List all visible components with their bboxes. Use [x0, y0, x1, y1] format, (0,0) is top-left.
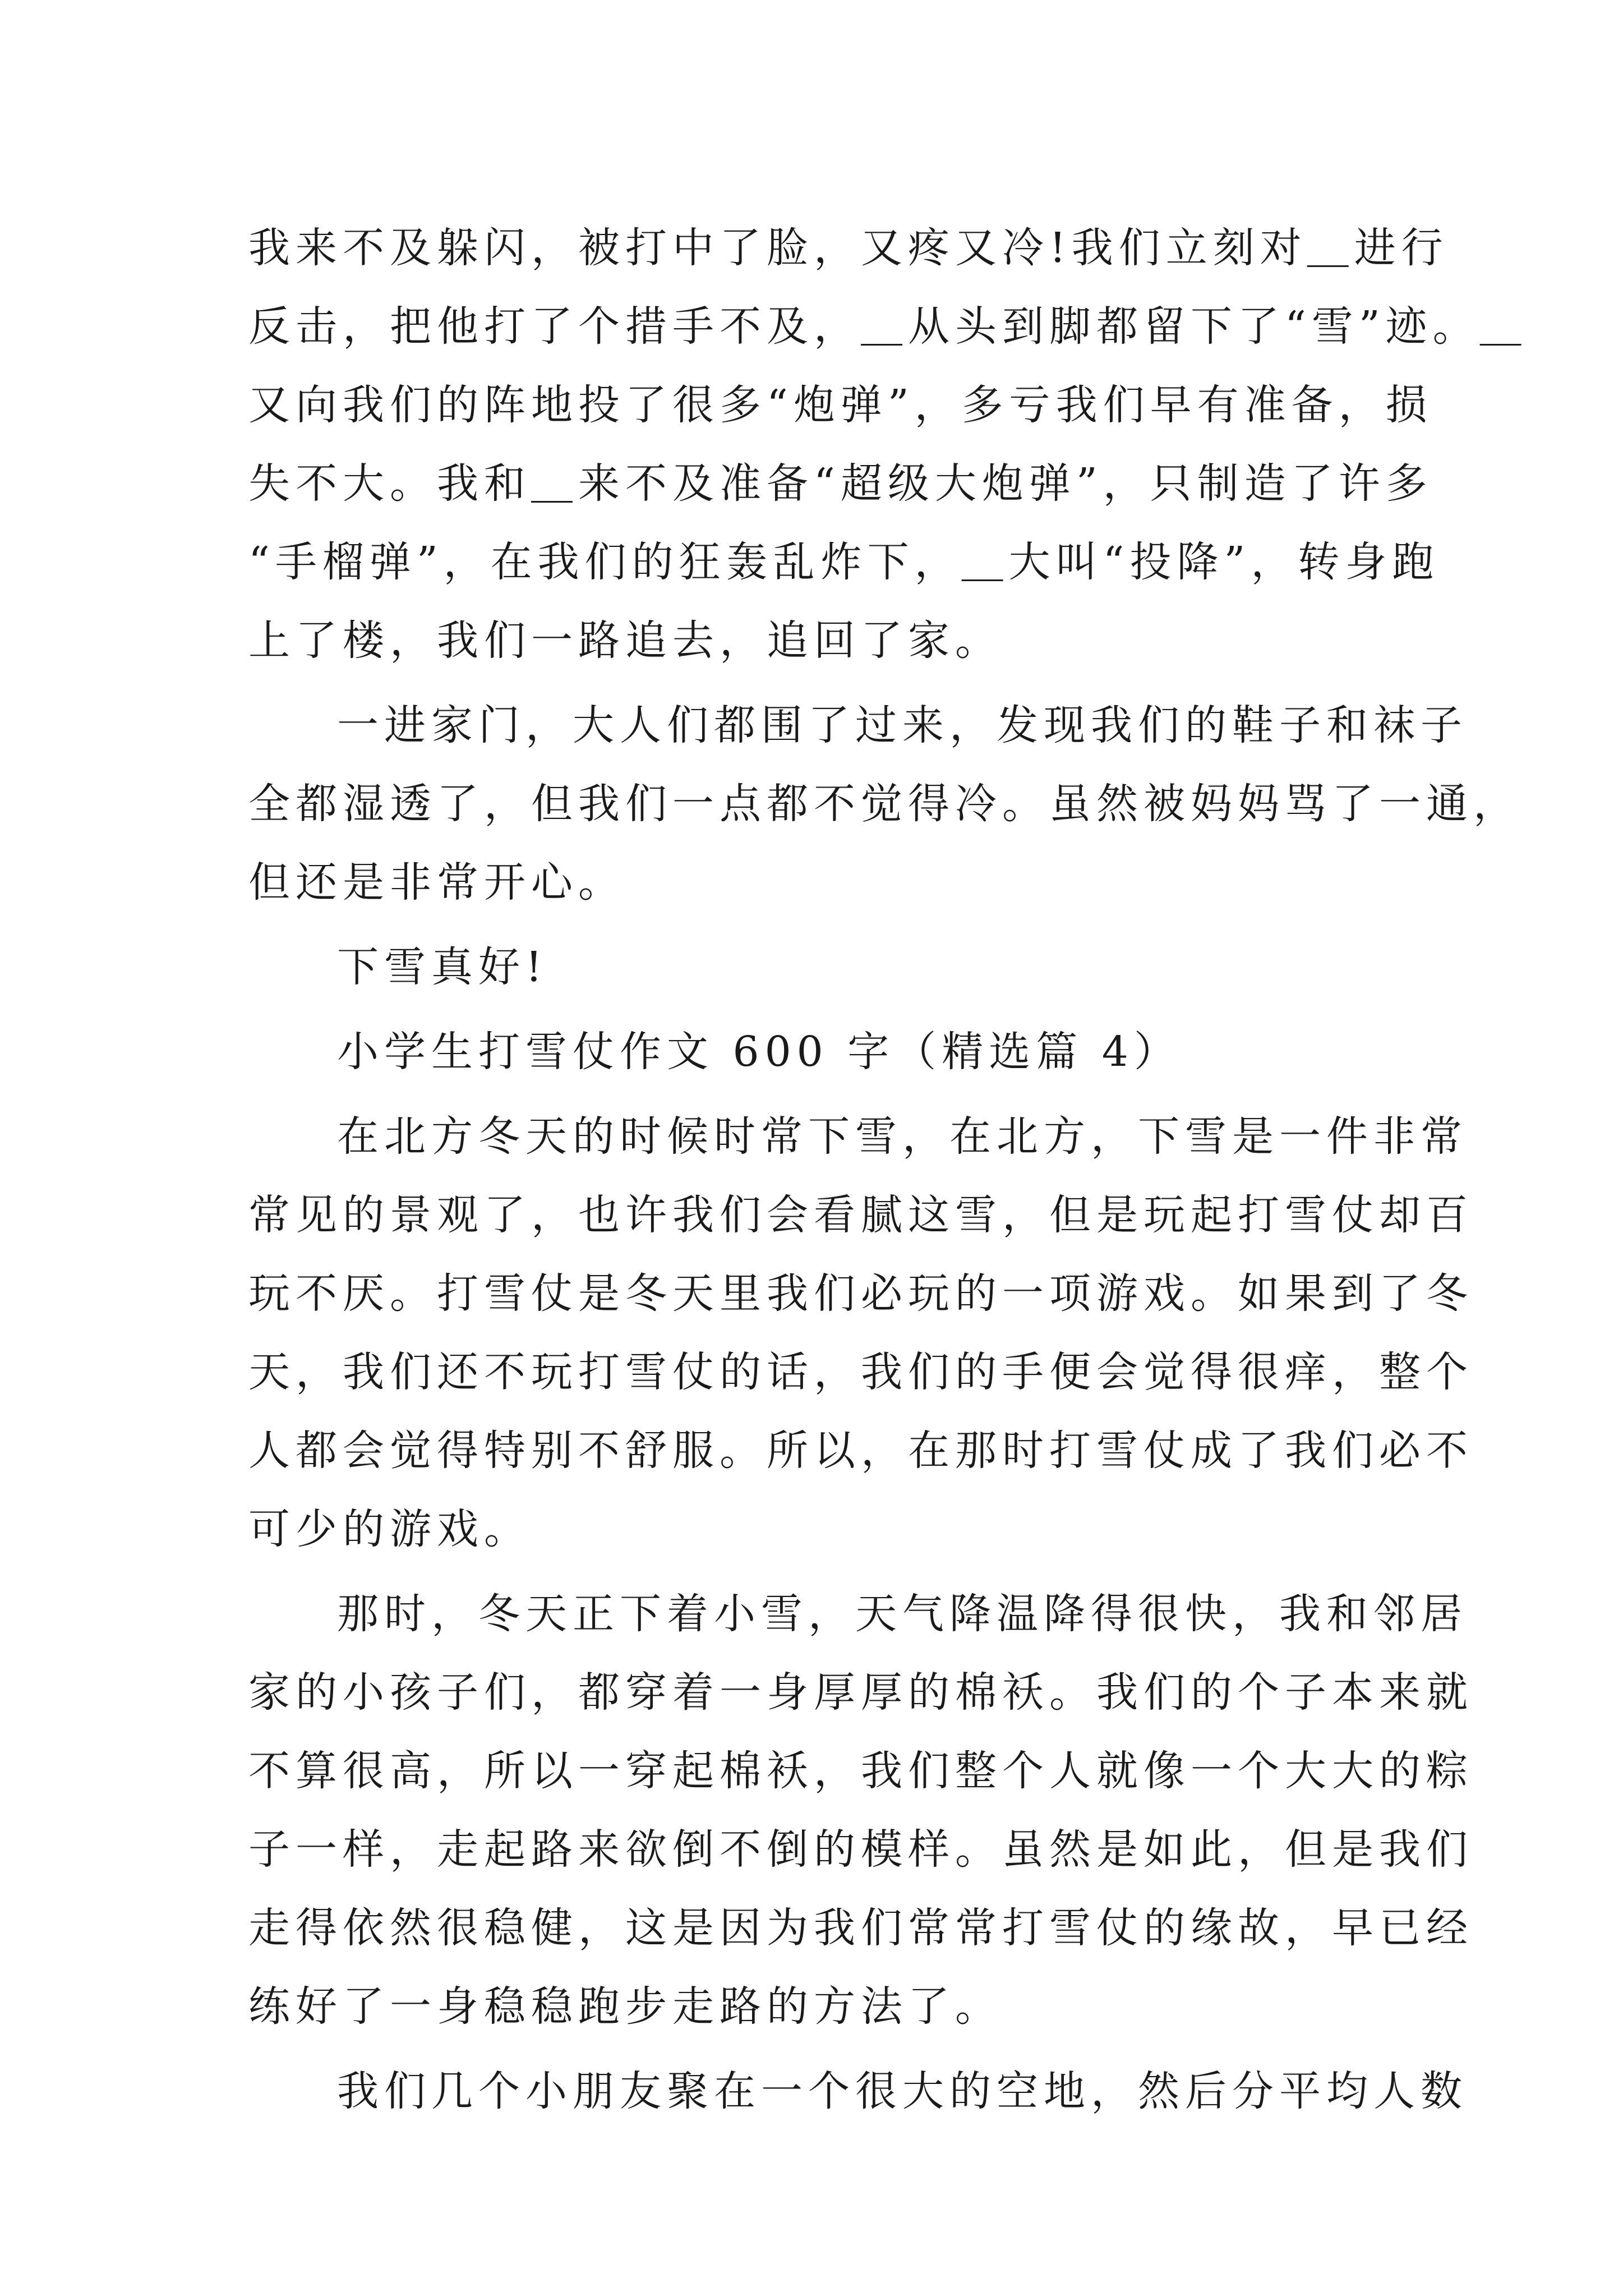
text-line: 家的小孩子们，都穿着一身厚厚的棉袄。我们的个子本来就 — [248, 1668, 1473, 1717]
paragraph — [248, 686, 1520, 922]
text-line: 上了楼，我们一路追去，追回了家。 — [248, 616, 1002, 665]
document-page — [248, 209, 1527, 2131]
text-line: 那时，冬天正下着小雪，天气降温降得很快，我和邻居 — [337, 1590, 1468, 1638]
text-line: 反击，把他打了个措手不及，＿从头到脚都留下了“雪”迹。＿ — [248, 302, 1527, 351]
text-line: 失不大。我和＿来不及准备“超级大炮弹”，只制造了许多 — [248, 459, 1433, 508]
paragraph — [248, 1097, 1473, 1568]
text-line: 全都湿透了，但我们一点都不觉得冷。虽然被妈妈骂了一通， — [248, 780, 1520, 828]
text-line: 可少的游戏。 — [248, 1505, 531, 1553]
text-line: 走得依然很稳健，这是因为我们常常打雪仗的缘故，早已经 — [248, 1904, 1473, 1952]
text-line: 小学生打雪仗作文 600 字（精选篇 4） — [337, 1028, 1181, 1076]
text-line: 在北方冬天的时候时常下雪，在北方，下雪是一件非常 — [337, 1112, 1468, 1161]
text-line: 天，我们还不玩打雪仗的话，我们的手便会觉得很痒，整个 — [248, 1348, 1473, 1396]
section-heading — [248, 1013, 1376, 1091]
paragraph — [248, 928, 1376, 1006]
text-line: 子一样，走起路来欲倒不倒的模样。虽然是如此，但是我们 — [248, 1825, 1473, 1874]
text-line: 玩不厌。打雪仗是冬天里我们必玩的一项游戏。如果到了冬 — [248, 1269, 1473, 1318]
text-line: “手榴弹”，在我们的狂轰乱炸下，＿大叫“投降”，转身跑 — [248, 538, 1440, 586]
text-line: 常见的景观了，也许我们会看腻这雪，但是玩起打雪仗却百 — [248, 1191, 1473, 1239]
text-line: 一进家门，大人们都围了过来，发现我们的鞋子和袜子 — [337, 701, 1468, 749]
text-line: 我来不及躲闪，被打中了脸，又疼又冷!我们立刻对＿进行 — [248, 224, 1449, 272]
text-line: 但还是非常开心。 — [248, 858, 625, 907]
text-line: 又向我们的阵地投了很多“炮弹”，多亏我们早有准备，损 — [248, 381, 1433, 429]
text-line: 下雪真好! — [337, 943, 548, 991]
paragraph — [248, 2052, 1468, 2131]
paragraph — [248, 209, 1527, 680]
text-line: 练好了一身稳稳跑步走路的方法了。 — [248, 1982, 1002, 2031]
text-line: 我们几个小朋友聚在一个很大的空地，然后分平均人数 — [337, 2067, 1468, 2115]
text-line: 不算很高，所以一穿起棉袄，我们整个人就像一个大大的粽 — [248, 1747, 1473, 1795]
text-line: 人都会觉得特别不舒服。所以，在那时打雪仗成了我们必不 — [248, 1427, 1473, 1475]
paragraph — [248, 1575, 1473, 2046]
